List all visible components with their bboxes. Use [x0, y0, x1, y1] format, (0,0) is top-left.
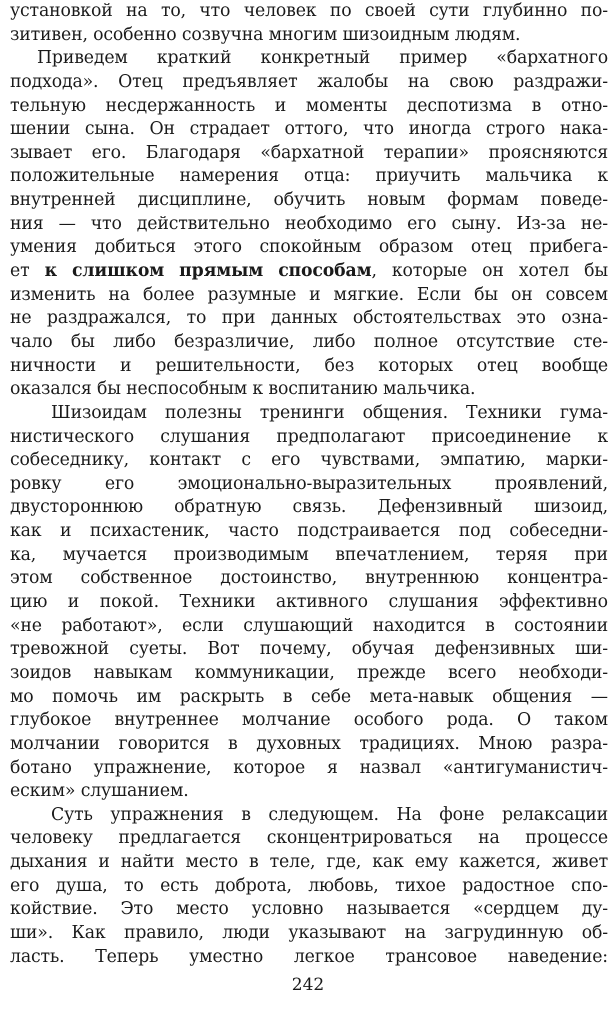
text-line: ничности и решительности, без которых отец вообще: [10, 355, 608, 376]
text-line: человеку предлагается сконцентрироваться на процессе: [10, 828, 608, 849]
text-line: шении сына. Он страдает оттого, что иногда строго нака-: [10, 119, 608, 140]
text-line: мо помочь им раскрыть в себе мета-навык общения —: [10, 686, 608, 707]
text-line: ровку его эмоционально-выразительных проявлений,: [10, 473, 608, 494]
text-line: изменить на более разумные и мягкие. Если бы он совсем: [10, 284, 608, 305]
text-line: ласть. Теперь уместно легкое трансовое наведение:: [10, 946, 608, 967]
text-line: внутренней дисциплине, обучить новым формам поведе-: [10, 190, 608, 211]
text-line: положительные намерения отца: приучить мальчика к: [10, 166, 608, 187]
text-line: цию и покой. Техники активного слушания эффективно: [10, 592, 608, 613]
text-line: тельную несдержанность и моменты деспотизма в отно-: [10, 95, 608, 116]
text-line: койствие. Это место условно называется «сердцем ду-: [10, 899, 608, 920]
text-line: как и психастеник, часто подстраивается под собеседни-: [10, 521, 608, 542]
text-line: подхода». Отец предъявляет жалобы на свою раздражи-: [10, 71, 608, 92]
text-line-with-emphasis: ет к слишком прямым способам, которые он хотел бы: [10, 261, 608, 282]
text-line: зитивен, особенно созвучна многим шизоидным людям.: [10, 24, 521, 45]
text-line: оказался бы неспособным к воспитанию мальчика.: [10, 379, 476, 400]
text-line: тревожной суеты. Вот почему, обучая дефензивных ши-: [10, 639, 608, 660]
text-line: молчании говорится в духовных традициях. Мною разра-: [10, 733, 608, 754]
text-line: установкой на то, что человек по своей сути глубинно по-: [10, 1, 608, 21]
text-line: еским» слушанием.: [10, 781, 189, 802]
text-line: ка, мучается производимым впечатлением, теряя при: [10, 544, 608, 565]
text-line: Приведем краткий конкретный пример «бархатного: [37, 48, 608, 69]
text-line: не раздражался, то при данных обстоятельствах это озна-: [10, 308, 608, 329]
text-line: этом собственное достоинство, внутреннюю концентра-: [10, 568, 608, 589]
text-line: дыхания и найти место в теле, где, как ему кажется, живет: [10, 852, 608, 873]
text-line: глубокое внутреннее молчание особого рода. О таком: [10, 710, 608, 731]
text-line: Шизоидам полезны тренинги общения. Техники гума-: [51, 402, 608, 423]
text-line: его душа, то есть доброта, любовь, тихое радостное спо-: [10, 875, 608, 896]
text-line: зоидов навыкам коммуникации, прежде всего необходи-: [10, 662, 608, 683]
text-line: ния — что действительно необходимо его сыну. Из-за не-: [10, 213, 608, 234]
text-line: чало бы либо безразличие, либо полное отсутствие сте-: [10, 331, 608, 352]
text-line: двустороннюю обратную связь. Дефензивный шизоид,: [10, 497, 608, 518]
text-line: ши». Как правило, люди указывают на загрудинную об-: [10, 922, 608, 943]
book-page: [10, 0, 608, 969]
text-line: ботано упражнение, которое я назвал «антигуманистич-: [10, 757, 608, 778]
text-line: нистического слушания предполагают присоединение к: [10, 426, 608, 447]
text-line: «не работают», если слушающий находится в состоянии: [10, 615, 608, 636]
text-line: собеседнику, контакт с его чувствами, эмпатию, марки-: [10, 450, 608, 471]
text-line: умения добиться этого спокойным образом отец прибега-: [10, 237, 608, 258]
text-line: зывает его. Благодаря «бархатной терапии» проясняются: [10, 142, 608, 163]
page-number: 242: [291, 975, 325, 995]
text-line: Суть упражнения в следующем. На фоне релаксации: [51, 804, 608, 825]
